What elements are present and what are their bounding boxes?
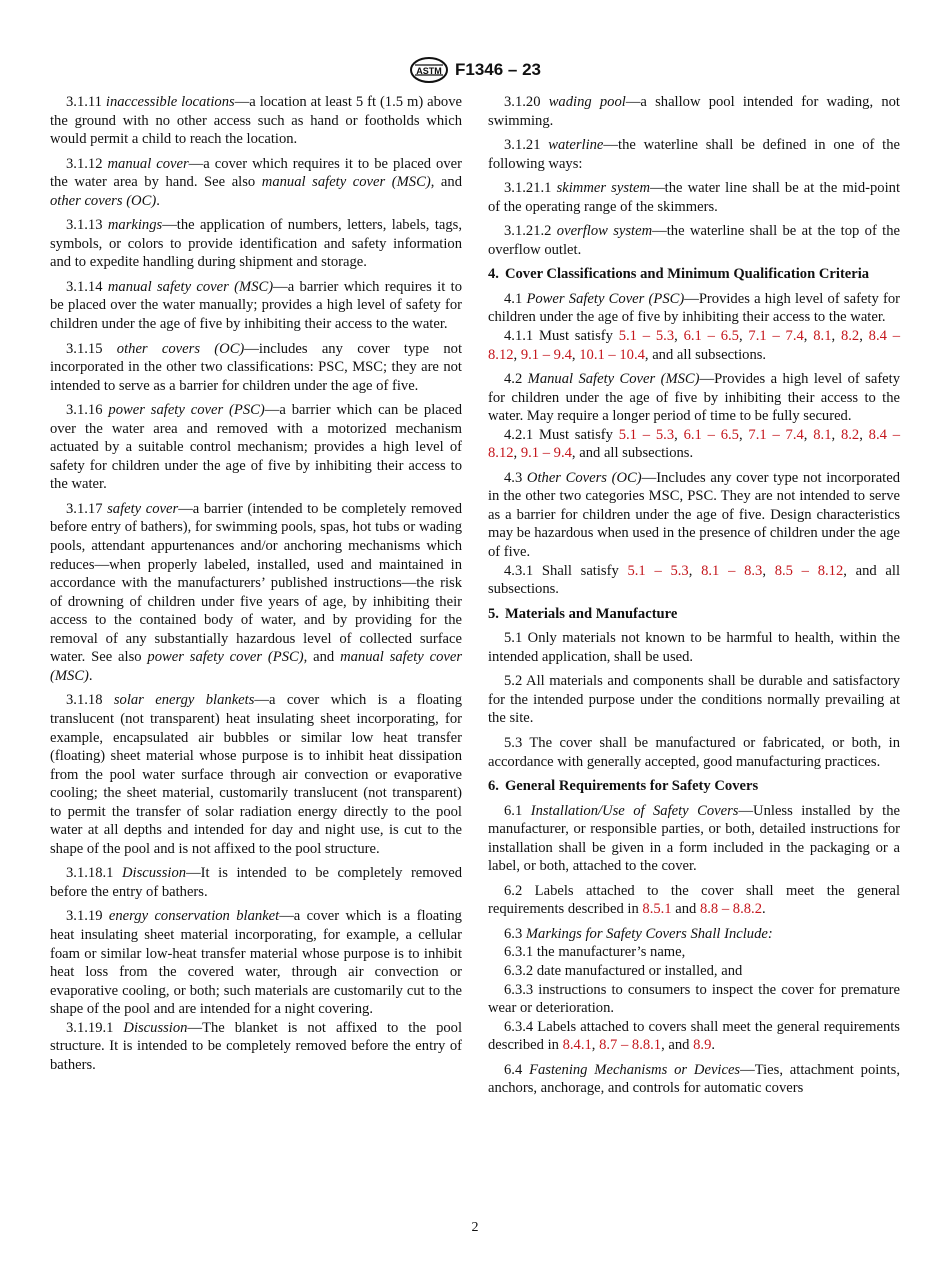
paragraph-p3114 (50, 278, 462, 334)
right-column (488, 93, 900, 1104)
defined-term: Manual Safety Cover (MSC) (527, 371, 700, 388)
paragraph-text: . (711, 1037, 716, 1054)
paragraph-text: —Provides a high level of safety for children under the age of five by inhibiting their access to the water. (488, 290, 900, 326)
paragraph-text: —Unless installed by the manufacturer, or responsible parties, or both, detailed instructions for installation shall be given in a form included in the packaging or a label, or both, attached to the cover. (488, 802, 900, 875)
paragraph-text: 3.1.16 (66, 402, 109, 419)
paragraph-text: —Includes any cover type not incorporated in the other two categories MSC, PSC. They are not intended to serve as a barrier for children under the age of five. Design characteristics may be hazardous when used in the presence of children under the age of five. (488, 469, 901, 561)
paragraph-text: , (513, 346, 521, 363)
defined-term: manual safety cover (MSC) (107, 278, 274, 295)
paragraph-text: 4.3.1 Shall satisfy (504, 562, 628, 579)
paragraph-text: 3.1.19 (66, 908, 109, 925)
paragraph-p31211 (488, 179, 900, 216)
paragraph-p42 (488, 370, 900, 426)
paragraph-text: —the water line shall be at the mid-point of the operating range of the skimmers. (488, 180, 901, 215)
paragraph-text: —a cover which is a floating heat insulating sheet material incorporating, for example, a cellular foam or similar low-heat transfer material whose purpose is to inhibit heat loss from the covered water, through air convection or evaporative cooling, or both; such materials are customarily cut to the shape of the pool and are intended for a night covering. (50, 908, 462, 1018)
defined-term: solar energy blankets (113, 692, 255, 709)
section-reference-link[interactable]: 8.4.1 (562, 1037, 592, 1054)
paragraph-text: , (513, 445, 521, 462)
section-reference-link[interactable]: 8.5 – 8.12 (774, 562, 844, 579)
paragraph-text: , (688, 562, 702, 579)
paragraph-text: , and (303, 649, 341, 666)
paragraph-p62 (488, 882, 900, 919)
paragraph-text: 4.2 (504, 371, 528, 388)
paragraph-p31191 (50, 1019, 462, 1075)
paragraph-text: 3.1.12 (66, 155, 108, 172)
section-reference-link[interactable]: 7.1 – 7.4 (748, 426, 804, 443)
paragraph-text: 6.3 (504, 925, 526, 942)
defined-term: overflow system (556, 223, 653, 240)
paragraph-text: 3.1.15 (66, 340, 117, 357)
defined-term: power safety cover (PSC) (108, 402, 265, 419)
section-title: General Requirements for Safety Covers (504, 778, 759, 795)
defined-term: power safety cover (PSC) (147, 649, 304, 666)
paragraph-text: 5.1 Only materials not known to be harmful to health, within the intended application, shall be used. (488, 630, 900, 665)
paragraph-text: , and all subsections. (488, 562, 900, 598)
paragraph-p633 (488, 981, 900, 1018)
section-reference-link[interactable]: 8.9 (693, 1037, 712, 1054)
paragraph-text: , (674, 426, 684, 443)
paragraph-text: 3.1.13 (66, 217, 108, 234)
paragraph-p634 (488, 1018, 900, 1055)
paragraph-text: , (803, 426, 814, 443)
paragraph-text: —the waterline shall be defined in one of the following ways: (488, 137, 900, 172)
paragraph-text: 6.3.4 Labels attached to covers shall meet the general requirements described in (488, 1018, 900, 1054)
paragraph-p31212 (488, 222, 900, 259)
defined-term: manual safety cover (MSC) (261, 174, 431, 191)
paragraph-p64 (488, 1061, 900, 1098)
paragraph-text: 5.3 The cover shall be manufactured or fabricated, or both, in accordance with generally accepted, good manufacturing practices. (488, 734, 900, 770)
paragraph-text: 6.3.2 date manufactured or installed, and (504, 962, 743, 979)
paragraph-p3119 (50, 907, 462, 1018)
standard-designation: F1346 – 23 (454, 60, 541, 79)
paragraph-text: 3.1.20 (504, 94, 549, 110)
paragraph-text: 4.3 (504, 469, 527, 486)
paragraph-text: , (831, 426, 841, 443)
paragraph-text: 3.1.18.1 (66, 865, 122, 882)
paragraph-text: —a barrier which requires it to be placed over the water manually; provides a high level of safety for children under the age of five by inhibiting their access to the water. (50, 278, 462, 333)
paragraph-text: . (762, 901, 766, 918)
paragraph-text: , (571, 346, 580, 363)
section-reference-link[interactable]: 8.7 – 8.8.1 (599, 1037, 662, 1054)
section-reference-link[interactable]: 6.1 – 6.5 (683, 328, 739, 345)
paragraph-text: 3.1.21.1 (504, 180, 557, 197)
defined-term: manual safety cover (MSC) (50, 649, 463, 684)
section-reference-link[interactable]: 8.1 (813, 328, 832, 345)
section-reference-link[interactable]: 8.1 – 8.3 (701, 562, 763, 579)
paragraph-p431 (488, 562, 900, 599)
paragraph-text: —Ties, attachment points, anchors, anchorage, and controls for automatic covers (488, 1061, 900, 1097)
defined-term: Markings for Safety Covers Shall Include: (525, 925, 773, 942)
paragraph-p3121 (488, 136, 900, 173)
paragraph-text: 4.1 (504, 290, 527, 307)
paragraph-text: , and all subsections. (644, 346, 767, 363)
paragraph-text: , and (430, 174, 462, 191)
section-reference-link[interactable]: 5.1 – 5.3 (618, 426, 675, 443)
paragraph-text: —includes any cover type not incorporated in the other two classifications: PSC, MSC; they are not intended to serve as a barrier for children under the age of five. (50, 340, 462, 394)
defined-term: Installation/Use of Safety Covers (530, 802, 739, 819)
paragraph-text: 3.1.11 (66, 94, 106, 110)
defined-term: other covers (OC) (50, 192, 157, 209)
section-heading (488, 605, 900, 624)
left-column (50, 93, 462, 1080)
paragraph-text: —the application of numbers, letters, labels, tags, symbols, or colors to provide identification and safety information and to expedite handling during shipment and storage. (50, 217, 462, 271)
defined-term: Power Safety Cover (PSC) (526, 290, 685, 307)
section-reference-link[interactable]: 8.1 (813, 426, 832, 443)
defined-term: Discussion (122, 865, 187, 882)
paragraph-p3112 (50, 155, 462, 211)
paragraph-p52 (488, 672, 900, 728)
defined-term: Other Covers (OC) (526, 469, 642, 486)
section-reference-link[interactable]: 7.1 – 7.4 (748, 328, 804, 345)
paragraph-text: 6.3.1 the manufacturer’s name, (504, 944, 686, 961)
paragraph-text: and (671, 901, 700, 918)
paragraph-p3111 (50, 93, 462, 149)
paragraph-text: 3.1.19.1 (66, 1019, 124, 1036)
astm-logo-icon (409, 56, 449, 84)
paragraph-p3117 (50, 500, 462, 685)
defined-term: safety cover (107, 500, 179, 517)
paragraph-p61 (488, 802, 900, 876)
paragraph-p63 (488, 925, 900, 944)
paragraph-text: —a barrier which can be placed over the water area and removed with a motorized mechanism actuated by a suitable control mechanism; provides a high level of safety for children under the age of five by inhibiting their access to the water. (50, 402, 462, 493)
paragraph-text: 5.2 All materials and components shall be durable and satisfactory for the intended purpose under the conditions normally prevailing at the site. (488, 673, 900, 727)
section-reference-link[interactable]: 9.1 – 9.4 (520, 445, 572, 462)
section-number: 4. (488, 266, 499, 283)
paragraph-text: 4.2.1 Must satisfy (504, 426, 619, 443)
section-number: 6. (488, 778, 499, 795)
paragraph-text: 3.1.17 (66, 500, 108, 517)
paragraph-text: , and all subsections. (571, 445, 694, 462)
section-heading (488, 777, 900, 796)
paragraph-text: 3.1.21.2 (504, 223, 557, 240)
paragraph-text: —a barrier (intended to be completely removed before entry of bathers), for swimming pools, spas, hot tubs or wading pools, attendant appurtenances and/or anchoring mechanisms which reduces—when properly labeled, installed, used and maintained in accordance with the manufacturers’ published instructions—the risk of drowning of children under five years of age, by inhibiting their access to the contained body of water, and by providing for the removal of any substantially hazardous level of collected surface water. See also (50, 500, 462, 666)
defined-term: wading pool (548, 94, 626, 110)
paragraph-text: 3.1.21 (504, 137, 549, 154)
defined-term: energy conservation blanket (108, 908, 280, 925)
defined-term: manual cover (107, 155, 189, 172)
paragraph-text: , (738, 426, 749, 443)
paragraph-text: 6.1 (504, 802, 531, 819)
paragraph-text: , and (661, 1037, 694, 1054)
paragraph-p632 (488, 962, 900, 981)
paragraph-text: 6.4 (504, 1061, 530, 1078)
page-number: 2 (471, 1220, 479, 1235)
defined-term: other covers (OC) (116, 340, 245, 357)
section-number: 5. (488, 605, 499, 622)
paragraph-text: —a location at least 5 ft (1.5 m) above the ground with no other access such as hand or footholds which would permit a child to reach the location. (50, 94, 463, 148)
paragraph-p3118 (50, 691, 462, 858)
paragraph-text: , (738, 328, 749, 345)
paragraph-p41 (488, 290, 900, 327)
section-reference-link[interactable]: 8.2 (840, 328, 860, 345)
paragraph-text: 3.1.14 (66, 278, 108, 295)
defined-term: Fastening Mechanisms or Devices (529, 1061, 741, 1078)
defined-term: inaccessible locations (105, 94, 235, 110)
paragraph-text: , (674, 328, 684, 345)
paragraph-p3116 (50, 401, 462, 494)
paragraph-text: . (156, 192, 160, 209)
paragraph-text: , (831, 328, 841, 345)
defined-term: Discussion (123, 1019, 188, 1036)
paragraph-text: . (88, 667, 93, 684)
paragraph-text: 3.1.18 (66, 692, 114, 709)
paragraph-text: —Provides a high level of safety for children under the age of five by inhibiting their access to the water. May require a longer period of time to be fully secured. (488, 371, 901, 425)
paragraph-p43 (488, 469, 900, 562)
paragraph-p53 (488, 734, 900, 771)
paragraph-p3120 (488, 93, 900, 130)
paragraph-p411 (488, 327, 900, 364)
section-reference-link[interactable]: 9.1 – 9.4 (520, 346, 572, 363)
paragraph-p31181 (50, 864, 462, 901)
defined-term: markings (107, 217, 163, 234)
section-reference-link[interactable]: 6.1 – 6.5 (683, 426, 739, 443)
paragraph-p631 (488, 943, 900, 962)
section-title: Cover Classifications and Minimum Qualification Criteria (504, 266, 870, 283)
paragraph-text: 6.3.3 instructions to consumers to inspect the cover for premature wear or deterioration. (488, 981, 900, 1017)
paragraph-text: —It is intended to be completely removed before the entry of bathers. (50, 865, 462, 900)
section-reference-link[interactable]: 8.8 – 8.8.2 (699, 901, 762, 918)
paragraph-text: 6.2 Labels attached to the cover shall meet the general requirements described in (488, 882, 900, 918)
defined-term: skimmer system (556, 180, 651, 197)
paragraph-text: , (803, 328, 814, 345)
paragraph-text: 4.1.1 Must satisfy (504, 328, 619, 345)
paragraph-text: , (762, 562, 775, 579)
section-reference-link[interactable]: 8.2 (840, 426, 860, 443)
section-reference-link[interactable]: 8.4 – 8.12 (488, 426, 900, 462)
paragraph-text: —a cover which is a floating translucent (not transparent) heat insulating sheet incorporating, for example, encapsulated air bubbles or similar low heat transfer (floating) sheet material whose purpose is to inhibit heat dissipation from the pool water surface through air convection or evaporative cooling; the sheet material, customarily translucent (not transparent) to permit the transfer of solar radiation energy directly to the pool water at all depths and intended for day and night use, is cut to the shape of the pool and is not affixed to the pool structure. (50, 692, 462, 857)
logo-text: ASTM (416, 66, 442, 76)
page-header (0, 56, 950, 84)
paragraph-text: —the waterline shall be at the top of the overflow outlet. (488, 223, 901, 258)
section-reference-link[interactable]: 10.1 – 10.4 (579, 346, 645, 363)
section-reference-link[interactable]: 5.1 – 5.3 (618, 328, 675, 345)
paragraph-p3115 (50, 340, 462, 396)
paragraph-text: , (859, 328, 869, 345)
section-reference-link[interactable]: 8.5.1 (642, 901, 672, 918)
paragraph-text: —a shallow pool intended for wading, not swimming. (488, 94, 900, 129)
section-reference-link[interactable]: 5.1 – 5.3 (627, 562, 689, 579)
section-title: Materials and Manufacture (504, 605, 678, 622)
paragraph-text: , (591, 1037, 600, 1054)
defined-term: waterline (548, 137, 604, 154)
paragraph-text: —The blanket is not affixed to the pool structure. It is intended to be completely removed before the entry of bathers. (50, 1019, 463, 1073)
paragraph-text: , (859, 426, 869, 443)
section-reference-link[interactable]: 8.4 – 8.12 (488, 328, 900, 363)
paragraph-text: —a cover which requires it to be placed over the water area by hand. See also (50, 155, 462, 191)
paragraph-p421 (488, 426, 900, 463)
paragraph-p51 (488, 629, 900, 666)
paragraph-p3113 (50, 216, 462, 272)
section-heading (488, 265, 900, 284)
